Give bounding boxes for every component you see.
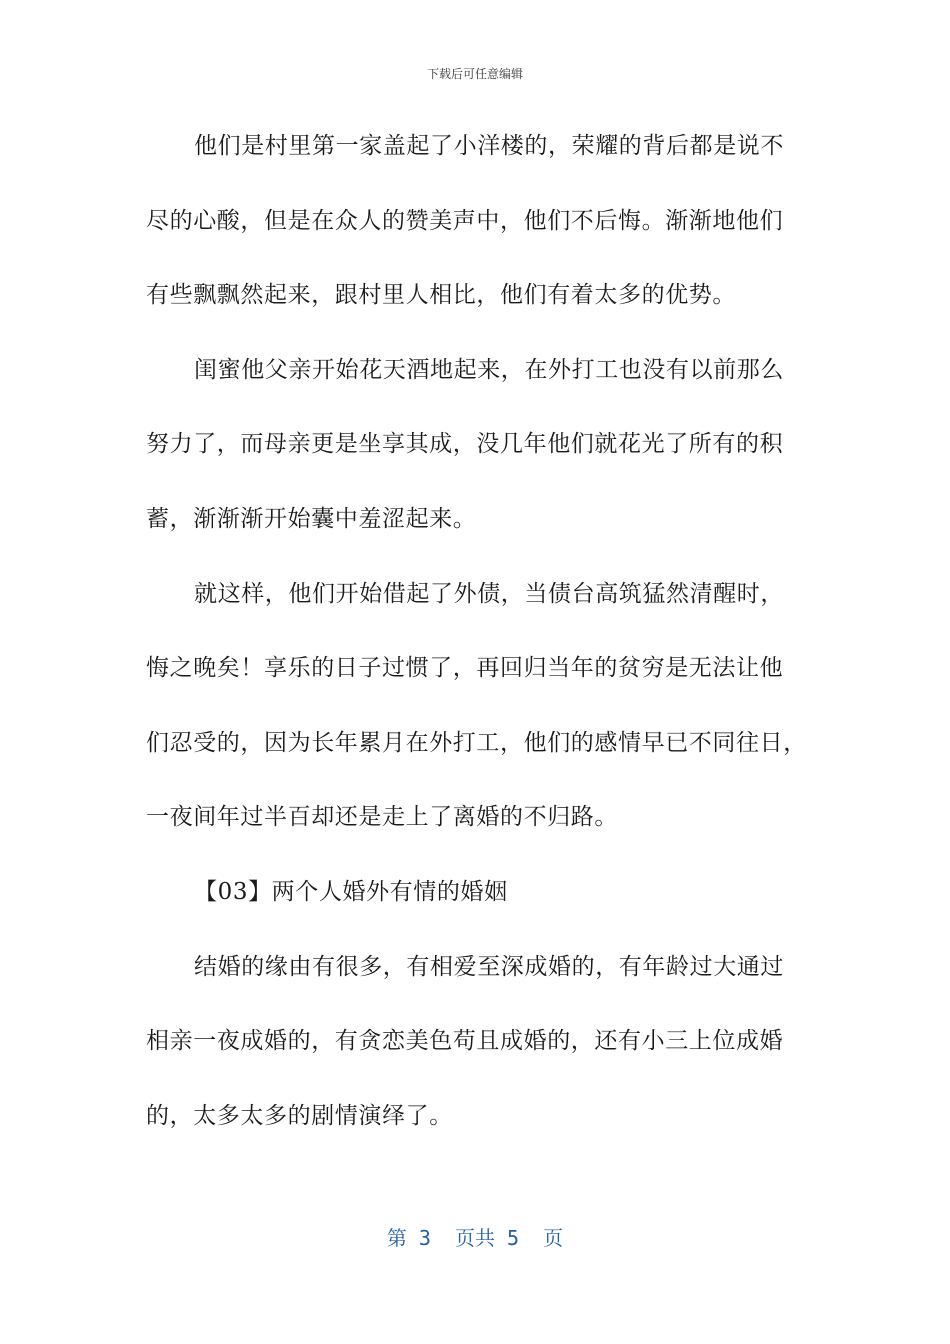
paragraph-line: 的，太多太多的剧情演绎了。 <box>146 1102 453 1129</box>
paragraph-line: 他们是村里第一家盖起了小洋楼的，荣耀的背后都是说不 <box>194 133 784 159</box>
paragraph-line: 们忍受的，因为长年累月在外打工，他们的感情早已不同往日， <box>146 729 807 756</box>
paragraph-line: 有些飘飘然起来，跟村里人相比，他们有着太多的优势。 <box>146 282 736 309</box>
body-text <box>146 124 806 1168</box>
paragraph-line: 蓄，渐渐渐开始囊中羞涩起来。 <box>146 505 477 532</box>
paragraph-line: 努力了，而母亲更是坐享其成，没几年他们就花光了所有的积 <box>146 431 784 458</box>
paragraph-line: 悔之晚矣！享乐的日子过惯了，再回归当年的贫穷是无法让他 <box>146 655 784 682</box>
page-number: 第 3 页共 5 页 <box>386 1226 564 1250</box>
paragraph-line: 尽的心酸，但是在众人的赞美声中，他们不后悔。渐渐地他们 <box>146 207 784 234</box>
header-note: 下载后可任意编辑 <box>426 67 523 81</box>
paragraph-line: 一夜间年过半百却还是走上了离婚的不归路。 <box>146 804 618 831</box>
section-heading: 【03】两个人婚外有情的婚姻 <box>194 878 508 905</box>
paragraph-line: 相亲一夜成婚的，有贪恋美色苟且成婚的，还有小三上位成婚 <box>146 1028 784 1055</box>
paragraph-line: 闺蜜他父亲开始花天酒地起来，在外打工也没有以前那么 <box>194 356 784 383</box>
paragraph-line: 结婚的缘由有很多，有相爱至深成婚的，有年龄过大通过 <box>194 953 784 980</box>
paragraph-line: 就这样，他们开始借起了外债，当债台高筑猛然清醒时， <box>194 580 784 607</box>
